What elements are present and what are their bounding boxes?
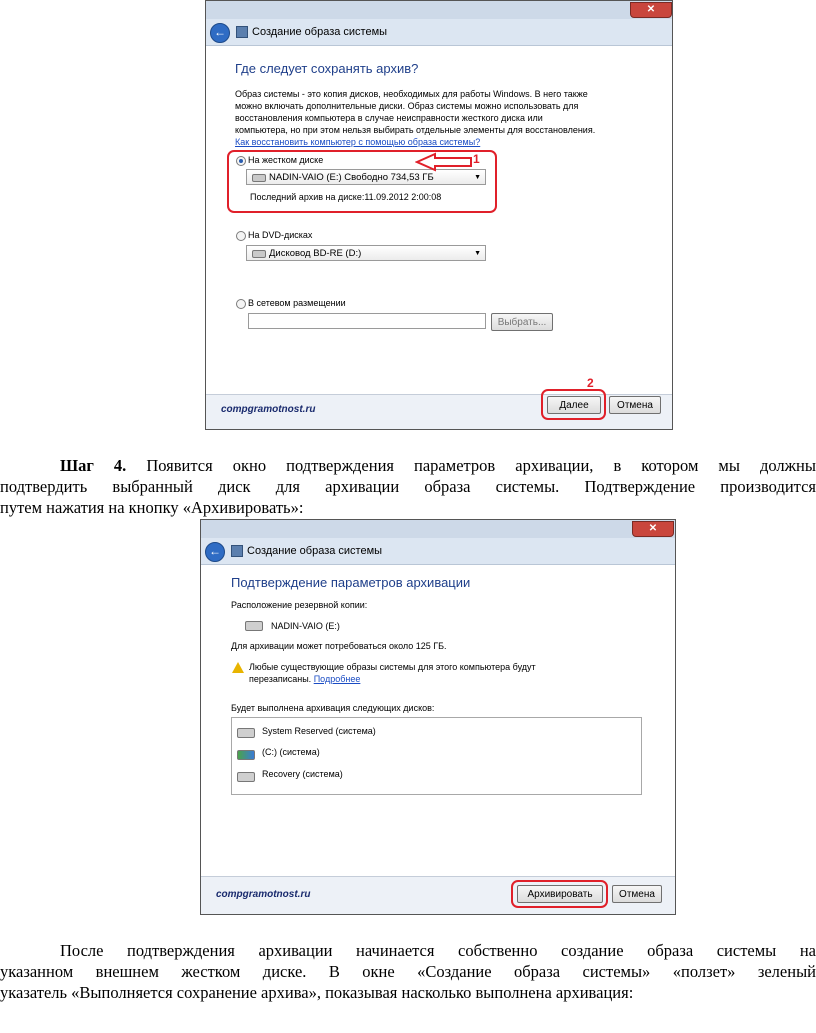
title-bar: [201, 520, 675, 538]
location-label: Расположение резервной копии:: [231, 600, 368, 610]
dialog-content: [206, 46, 672, 395]
dialog-footer: [206, 376, 672, 429]
warning-text-word: перезаписаны.: [249, 674, 312, 684]
brand-watermark: compgramotnost.ru: [221, 404, 316, 415]
step4-line-2: путем нажатия на кнопку «Архивировать»:: [0, 498, 304, 517]
warning-text-line1: Любые существующие образы системы для этого компьютера будут: [249, 662, 536, 672]
nav-title: Создание образа системы: [247, 545, 383, 557]
step4-line-0: Появится окно подтверждения параметров архивации, в котором мы должны: [126, 456, 816, 475]
next-button[interactable]: Далее: [547, 396, 601, 414]
browse-button[interactable]: Выбрать...: [491, 313, 553, 331]
dvd-select-value: Дисковод BD-RE (D:): [269, 248, 362, 259]
windows-disk-icon: [237, 750, 255, 760]
dvd-drive-icon: [252, 250, 266, 258]
step-label: Шаг 4.: [60, 456, 127, 475]
back-arrow-icon[interactable]: ←: [210, 23, 230, 43]
marker-2: 2: [587, 376, 594, 390]
space-note: Для архивации может потребоваться около 125 ГБ.: [231, 641, 447, 651]
disk-icon: [237, 728, 255, 738]
external-drive-icon: [245, 621, 263, 631]
close-button[interactable]: ✕: [630, 2, 672, 18]
dialog-content: [201, 565, 675, 877]
disks-list[interactable]: [231, 717, 642, 795]
description-line: компьютера, но при этом нельзя выбирать отдельные элементы для восстановления.: [235, 125, 596, 135]
confirm-settings-dialog: [200, 519, 676, 915]
warning-text-line2: [249, 673, 360, 686]
last-backup-text: Последний архив на диске:11.09.2012 2:00:08: [250, 192, 442, 202]
list-item: Recovery (система): [262, 769, 343, 779]
list-item: System Reserved (система): [262, 726, 376, 736]
option-dvd-label: На DVD-дисках: [248, 230, 313, 240]
navigation-bar: [206, 19, 672, 46]
nav-title: Создание образа системы: [252, 26, 388, 38]
more-link[interactable]: Подробнее: [313, 674, 361, 684]
after-line-0: После подтверждения архивации начинается собственно создание образа системы на: [60, 941, 816, 960]
backup-icon: [236, 26, 248, 38]
save-location-dialog: [205, 0, 673, 430]
warning-icon: [232, 662, 244, 673]
navigation-bar: [201, 538, 675, 565]
list-item: (C:) (система): [262, 747, 320, 757]
cancel-button[interactable]: Отмена: [609, 396, 661, 414]
close-button[interactable]: ✕: [632, 521, 674, 537]
help-link[interactable]: Как восстановить компьютер с помощью образа системы?: [235, 137, 481, 147]
backup-icon: [231, 545, 243, 557]
location-value: NADIN-VAIO (E:): [271, 621, 340, 631]
hdd-select-value: NADIN-VAIO (E:) Свободно 734,53 ГБ: [269, 172, 434, 183]
dialog-heading: Где следует сохранять архив?: [235, 61, 419, 76]
description-line: восстановления компьютера в случае неисправности жесткого диска или: [235, 113, 543, 123]
dvd-select[interactable]: [246, 245, 486, 261]
description-line: Образ системы - это копия дисков, необходимых для работы Windows. В него также: [235, 89, 588, 99]
arrow-pointer-icon: [415, 152, 473, 172]
cancel-button[interactable]: Отмена: [612, 885, 662, 903]
dialog-footer: [201, 876, 675, 914]
back-arrow-icon[interactable]: ←: [205, 542, 225, 562]
disks-label: Будет выполнена архивация следующих дисков:: [231, 703, 435, 713]
step4-line-1: подтвердить выбранный диск для архивации образа системы. Подтверждение производится: [0, 477, 816, 496]
text-line: [0, 455, 816, 476]
brand-watermark: compgramotnost.ru: [216, 889, 311, 900]
option-network-label: В сетевом размещении: [248, 298, 346, 308]
disk-icon: [237, 772, 255, 782]
chevron-down-icon: ▼: [474, 250, 481, 257]
dialog-heading: Подтверждение параметров архивации: [231, 575, 471, 590]
after-line-1: указанном внешнем жестком диске. В окне «Создание образа системы» «ползет» зеленый: [0, 962, 816, 981]
radio-network[interactable]: [236, 299, 246, 309]
radio-dvd[interactable]: [236, 231, 246, 241]
description-line: можно включать дополнительные диски. Образ системы можно использовать для: [235, 101, 579, 111]
step4-paragraph: [0, 455, 816, 518]
network-path-input[interactable]: [248, 313, 486, 329]
title-bar: [206, 1, 672, 19]
after-paragraph: [0, 940, 816, 1003]
option-hdd-label: На жестком диске: [248, 155, 324, 165]
after-line-2: указатель «Выполняется сохранение архива», показывая насколько выполнена архивация:: [0, 983, 634, 1002]
marker-1: 1: [473, 152, 480, 166]
archive-button[interactable]: Архивировать: [517, 885, 603, 903]
chevron-down-icon: ▼: [474, 174, 481, 181]
